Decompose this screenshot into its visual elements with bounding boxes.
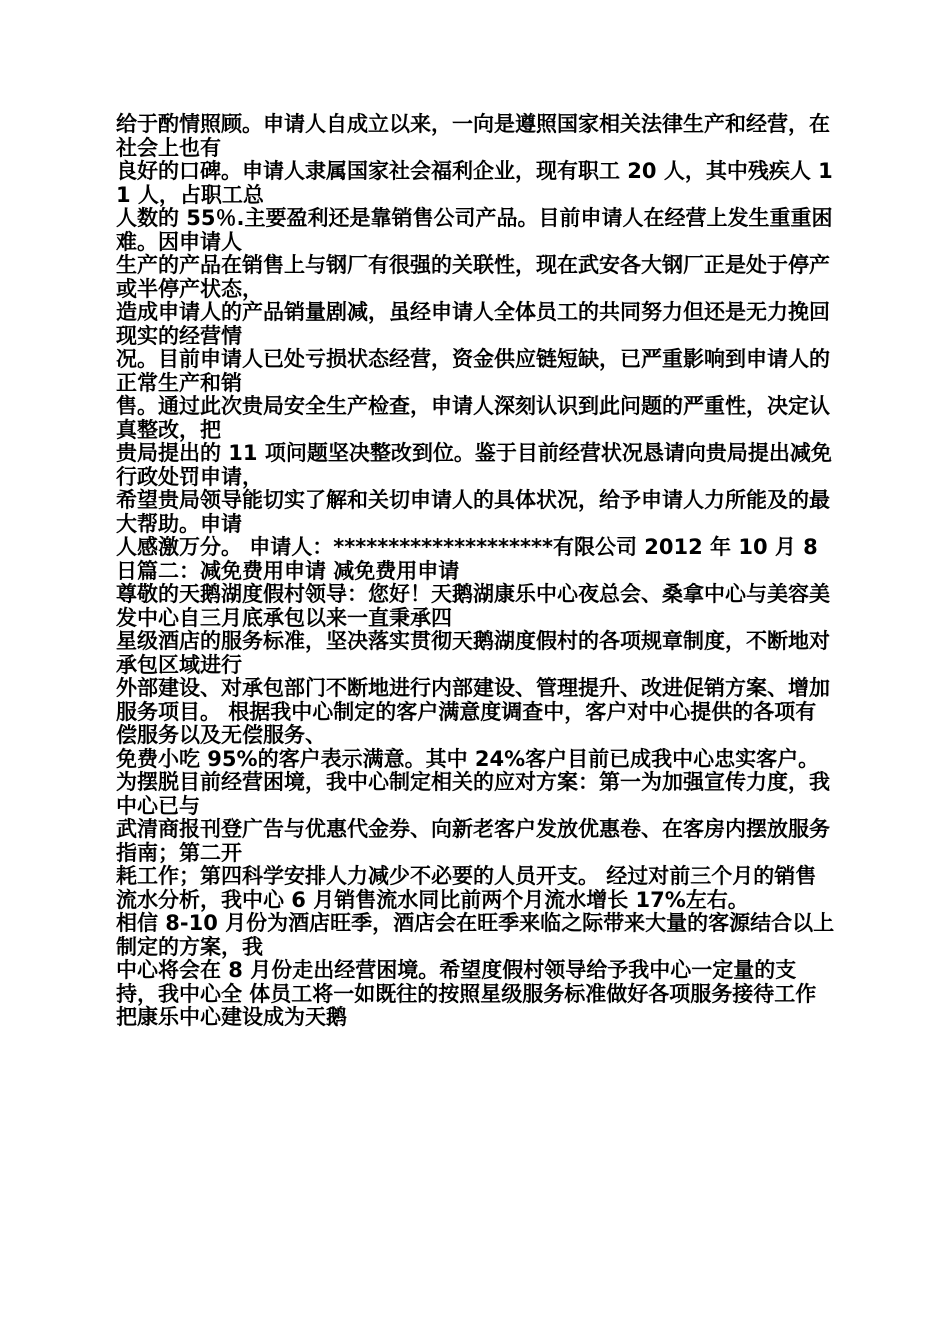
- paragraph: 良好的口碑。申请人隶属国家社会福利企业，现有职工 20 人，其中残疾人 11 人，占职工总: [116, 159, 833, 207]
- paragraph: 贵局提出的 11 项问题坚决整改到位。鉴于目前经营状况恳请向贵局提出减免行政处罚申请，: [116, 441, 832, 489]
- paragraph: 武清商报刊登广告与优惠代金券、向新老客户发放优惠卷、在客房内摆放服务指南；第二开: [116, 817, 830, 865]
- paragraph: 况。目前申请人已处亏损状态经营，资金供应链短缺，已严重影响到申请人的正常生产和销: [116, 347, 830, 395]
- paragraph: 星级酒店的服务标准，坚决落实贯彻天鹅湖度假村的各项规章制度，不断地对承包区域进行: [116, 629, 830, 677]
- paragraph: 人数的 55％.主要盈利还是靠销售公司产品。目前申请人在经营上发生重重困难。因申请人: [116, 206, 833, 254]
- document-body: [116, 113, 836, 1030]
- paragraph: 耗工作；第四科学安排人力减少不必要的人员开支。 经过对前三个月的销售流水分析，我中心 6 月销售流水同比前两个月流水增长 17%左右。: [116, 864, 817, 912]
- paragraph: 中心将会在 8 月份走出经营困境。希望度假村领导给予我中心一定量的支持，我中心全 体员工将一如既往的按照星级服务标准做好各项服务接待工作把康乐中心建设成为天鹅: [116, 958, 817, 1029]
- paragraph: 希望贵局领导能切实了解和关切申请人的具体状况，给予申请人力所能及的最大帮助。申请: [116, 488, 830, 536]
- paragraph: 生产的产品在销售上与钢厂有很强的关联性，现在武安各大钢厂正是处于停产或半停产状态，: [116, 253, 830, 301]
- paragraph: 尊敬的天鹅湖度假村领导：您好！天鹅湖康乐中心夜总会、桑拿中心与美容美发中心自三月底承包以来一直秉承四: [116, 582, 830, 630]
- paragraph: 给于酌情照顾。申请人自成立以来，一向是遵照国家相关法律生产和经营，在社会上也有: [116, 112, 830, 160]
- paragraph: 相信 8-10 月份为酒店旺季，酒店会在旺季来临之际带来大量的客源结合以上制定的方案，我: [116, 911, 835, 959]
- paragraph: 造成申请人的产品销量剧减，虽经申请人全体员工的共同努力但还是无力挽回现实的经营情: [116, 300, 830, 348]
- paragraph: 人感激万分。 申请人：********************有限公司 2012 年 10 月 8 日篇二：减免费用申请 减免费用申请: [116, 535, 818, 583]
- paragraph: 外部建设、对承包部门不断地进行内部建设、管理提升、改进促销方案、增加服务项目。 根据我中心制定的客户满意度调查中，客户对中心提供的各项有偿服务以及无偿服务、: [116, 676, 830, 747]
- paragraph: 免费小吃 95%的客户表示满意。其中 24%客户目前已成我中心忠实客户。 为摆脱目前经营困境，我中心制定相关的应对方案：第一为加强宣传力度，我中心已与: [116, 746, 830, 818]
- paragraph: 售。通过此次贵局安全生产检查，申请人深刻认识到此问题的严重性，决定认真整改，把: [116, 394, 830, 442]
